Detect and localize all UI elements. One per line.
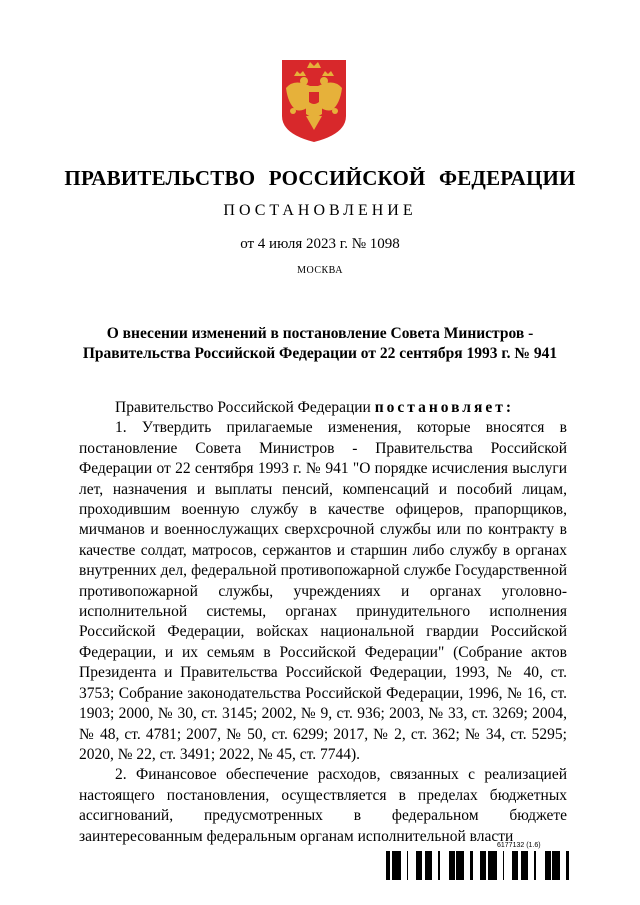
government-name: ПРАВИТЕЛЬСТВО РОССИЙСКОЙ ФЕДЕРАЦИИ xyxy=(64,166,576,190)
barcode-icon xyxy=(386,851,569,880)
document-type: ПОСТАНОВЛЕНИЕ xyxy=(223,202,417,219)
intro-prefix: Правительство Российской Федерации xyxy=(115,399,375,416)
document-title xyxy=(60,324,580,364)
document-body xyxy=(79,398,567,847)
paragraph-1: 1. Утвердить прилагаемые изменения, которые вносятся в постановление Совета Министров - Правительства Российской Федерации от 22 сентября 1993 г. № 941 "О порядке исчисления выслуги лет, назначения и выплаты пенсий, компенсаций и пособий лицам, проходившим военную службу в качестве офицеров, прапорщиков, мичманов и военнослужащих сверхсрочной службы или по контракту в качестве солдат, матросов, сержантов и старшин либо службу в органах внутренних дел, федеральной противопожарной службе Государственной противопожарной службы, учреждениях и органах уголовно-исполнительной системы, органах принудительного исполнения Российской Федерации, войсках национальной гвардии Российской Федерации, и их семьям в Российской Федерации" (Собрание актов Президента и Правительства Российской Федерации, 1993, № 40, ст. 3753; Собрание законодательства Российской Федерации, 1996, № 16, ст. 1903; 2000, № 30, ст. 3145; 2002, № 9, ст. 936; 2003, № 33, ст. 3269; 2004, № 48, ст. 4781; 2007, № 50, ст. 6299; 2017, № 2, ст. 362; № 34, ст. 5295; 2020, № 22, ст. 3491; 2022, № 45, ст. 7744). xyxy=(79,419,567,763)
city: МОСКВА xyxy=(297,265,343,276)
title-line-1: О внесении изменений в постановление Совета Министров - xyxy=(106,325,534,342)
intro-paragraph xyxy=(79,398,567,418)
intro-action: постановляет: xyxy=(374,399,515,416)
title-line-2: Правительства Российской Федерации от 22 сентября 1993 г. № 941 xyxy=(82,345,558,362)
date-and-number: от 4 июля 2023 г. № 1098 xyxy=(240,236,400,252)
paragraph-2: 2. Финансовое обеспечение расходов, связанных с реализацией настоящего постановления, осуществляется в пределах бюджетных ассигнований, предусмотренных в федеральном бюджете заинтересованным федеральным органам исполнительной власти xyxy=(79,766,567,845)
barcode-label: 6177132 (1.6) xyxy=(497,842,541,849)
russian-coat-of-arms-icon xyxy=(280,58,348,144)
